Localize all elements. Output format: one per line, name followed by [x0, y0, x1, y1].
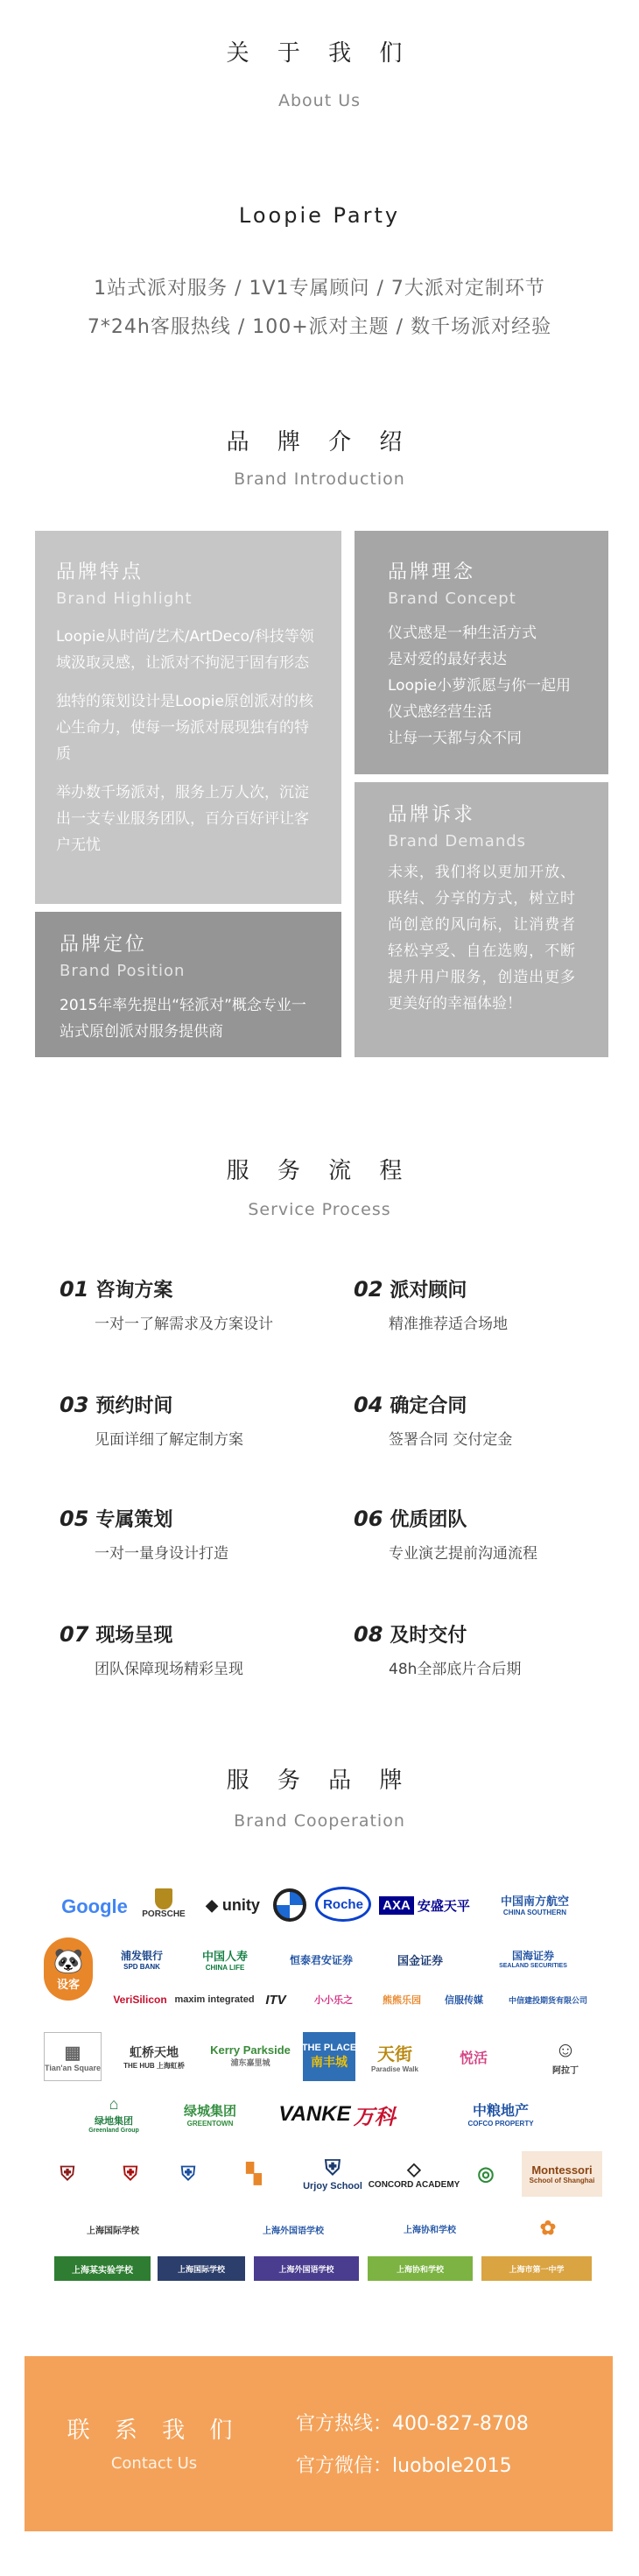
- guojin-securities-logo: 国金证券: [397, 1953, 443, 1967]
- brand-demands-text: 未来，我们将以更加开放、联结、分享的方式，树立时尚创意的风向标，让消费者轻松享受、自在选购，不断提升用户服务，创造出更多更美好的幸福体验！: [388, 864, 575, 1013]
- greenland-cn: 绿地集团: [95, 2116, 133, 2127]
- tian-an-square-logo: [44, 2032, 102, 2081]
- unity-wordmark: unity: [221, 1895, 260, 1914]
- cofco-logo: [446, 2095, 555, 2132]
- spdb-en: SPD BANK: [123, 1963, 160, 1971]
- axa-cn-wordmark: 安盛天平: [417, 1898, 470, 1914]
- the-place-en: THE PLACE: [301, 2043, 357, 2053]
- brand-concept-line-2: 是对爱的最好表达: [388, 651, 507, 668]
- china-life-en: CHINA LIFE: [205, 1964, 245, 1972]
- service-step-01: [60, 1275, 273, 1333]
- vanke-logo: [271, 2099, 403, 2130]
- kerry-en: Kerry Parkside: [210, 2043, 291, 2057]
- step-title: 优质团队: [390, 1509, 467, 1531]
- step-number: 06: [354, 1507, 383, 1531]
- step-description: 团队保障现场精彩呈现: [95, 1661, 243, 1678]
- urjoy-name: Urjoy School: [303, 2181, 362, 2191]
- gold-banner-logo: 上海市第一中学: [481, 2256, 592, 2281]
- spdb-logo: [105, 1946, 179, 1973]
- brand-demands-card: [355, 782, 608, 1057]
- service-step-02: [354, 1275, 508, 1333]
- maxim-logo: maxim integrated: [174, 1994, 255, 2005]
- brand-concept-subtitle: Brand Concept: [388, 589, 516, 608]
- kerry-parkside-logo: [207, 2036, 294, 2076]
- school-crest-icon-1: ⛨: [60, 2163, 75, 2184]
- cofco-en: COFCO PROPERTY: [467, 2120, 534, 2128]
- brand-concept-card: [355, 531, 608, 774]
- google-logo: Google: [61, 1895, 128, 1917]
- brand-position-card: [35, 912, 341, 1057]
- brand-highlight-text-3: 举办数千场派对，服务上万人次，沉淀出一支专业服务团队，百分百好评让客户无忧: [56, 784, 309, 854]
- hotline-row: [296, 2409, 529, 2436]
- brand-concept-title: 品牌理念: [388, 561, 476, 583]
- step-title: 确定合同: [390, 1395, 467, 1417]
- service-step-06: [354, 1505, 537, 1563]
- axa-logo: [378, 1890, 471, 1920]
- china-southern-logo: [478, 1887, 592, 1922]
- panda-brand-logo: [44, 1937, 93, 2001]
- logo-wall: [35, 1874, 604, 2286]
- axa-mark: AXA: [379, 1896, 414, 1915]
- lime-banner-logo: 上海协和学校: [368, 2256, 473, 2281]
- step-description: 专业演艺提前沟通流程: [389, 1545, 537, 1563]
- brands-subtitle: Brand Cooperation: [234, 1811, 405, 1831]
- orange-brand-logo: 熊熊乐园: [383, 1995, 421, 2006]
- brand-position-subtitle: Brand Position: [60, 962, 186, 980]
- step-description: 一对一量身设计打造: [95, 1545, 228, 1563]
- roche-logo: Roche: [315, 1887, 371, 1922]
- greenland-en: Greenland Group: [88, 2128, 139, 2134]
- concord-name: CONCORD ACADEMY: [368, 2180, 460, 2190]
- montessori-name: Montessori: [531, 2163, 593, 2177]
- brand-highlight-text-1: Loopie从时尚/艺术/ArtDeco/科技等领域汲取灵感，让派对不拘泥于固有形态: [56, 628, 314, 672]
- brand-intro-title: 品 牌 介 绍: [226, 429, 413, 455]
- service-step-07: [60, 1620, 243, 1678]
- hengda-securities-logo: 恒泰君安证券: [289, 1953, 353, 1966]
- greenland-logo: [77, 2093, 151, 2135]
- china-southern-cn: 中国南方航空: [500, 1895, 569, 1908]
- aladdin-logo: [539, 2032, 592, 2081]
- brand-position-title: 品牌定位: [60, 934, 148, 956]
- pink-brand-logo: 小小乐之: [314, 1995, 353, 2006]
- wechat-label: 官方微信：: [296, 2455, 393, 2477]
- greentown-en: GREENTOWN: [186, 2120, 234, 2128]
- hongqiao-en: THE HUB 上海虹桥: [123, 2061, 185, 2070]
- contact-subtitle: Contact Us: [110, 2454, 198, 2473]
- step-description: 见面详细了解定制方案: [95, 1431, 243, 1449]
- step-description: 精准推荐适合场地: [389, 1316, 508, 1333]
- urjoy-school-logo: [298, 2148, 368, 2200]
- wechat-id[interactable]: luobole2015: [392, 2455, 512, 2477]
- china-southern-en: CHINA SOUTHERN: [502, 1909, 567, 1916]
- porsche-logo: [133, 1883, 194, 1923]
- concord-academy-logo: [368, 2148, 460, 2200]
- intl-school-logo-2: 上海外国语学校: [263, 2226, 324, 2236]
- contact-title: 联 系 我 们: [67, 2417, 242, 2444]
- step-number: 02: [354, 1277, 383, 1302]
- greentown-logo: [159, 2099, 261, 2130]
- porsche-wordmark: PORSCHE: [142, 1909, 186, 1919]
- spdb-cn: 浦发银行: [120, 1950, 163, 1962]
- verisilicon-logo: VeriSilicon: [113, 1994, 167, 2006]
- colorful-school-icon: ✿: [539, 2217, 557, 2239]
- step-title: 咨询方案: [95, 1280, 173, 1302]
- intl-school-logo-1: 上海国际学校: [87, 2226, 139, 2236]
- bmw-logo: [273, 1888, 306, 1922]
- montessori-logo: [522, 2151, 602, 2197]
- purple-banner-logo: 上海外国语学校: [254, 2256, 359, 2281]
- brand-concept-line-4: 让每一天都与众不同: [388, 730, 522, 747]
- step-title: 现场呈现: [95, 1625, 173, 1647]
- step-number: 07: [60, 1622, 89, 1647]
- hongqiao-cn: 虹桥天地: [130, 2044, 179, 2059]
- brand-demands-subtitle: Brand Demands: [388, 832, 527, 850]
- the-place-logo: [303, 2032, 355, 2081]
- step-number: 08: [354, 1622, 383, 1647]
- brand-highlight-subtitle: Brand Highlight: [56, 589, 193, 608]
- aiyin-logo: 悦活: [459, 2050, 488, 2066]
- building-icon: ▦: [64, 2043, 81, 2063]
- service-step-08: [354, 1620, 521, 1678]
- step-title: 预约时间: [95, 1395, 173, 1417]
- school-crest-icon-2: ⛨: [123, 2163, 138, 2184]
- step-description: 一对一了解需求及方案设计: [95, 1316, 273, 1333]
- service-step-04: [354, 1391, 512, 1449]
- vanke-cn: 万科: [353, 2105, 396, 2129]
- panda-icon: 🐼: [53, 1947, 84, 1974]
- cofco-cn: 中粮地产: [472, 2104, 529, 2119]
- tianjie-en: Paradise Walk: [371, 2065, 418, 2073]
- step-title: 派对顾问: [390, 1280, 467, 1302]
- greenland-icon: ⌂: [109, 2095, 119, 2113]
- step-description: 签署合同 交付定金: [389, 1431, 513, 1449]
- brands-title: 服 务 品 牌: [226, 1768, 413, 1794]
- aladdin-name: 阿拉丁: [552, 2065, 579, 2076]
- tian-an-name: Tian'an Square: [45, 2063, 101, 2072]
- contact-footer: [25, 2356, 613, 2531]
- step-title: 专属策划: [95, 1509, 173, 1531]
- about-subtitle: About Us: [277, 91, 362, 110]
- blue-brand-logo-2: 中信建投期货有限公司: [508, 1995, 587, 2005]
- brand-intro-subtitle: Brand Introduction: [234, 469, 405, 489]
- hotline-label: 官方热线：: [296, 2413, 393, 2435]
- about-title: 关 于 我 们: [226, 40, 413, 67]
- wechat-row: [296, 2451, 512, 2478]
- the-place-cn: 南丰城: [311, 2055, 348, 2069]
- service-title: 服 务 流 程: [226, 1158, 413, 1184]
- step-number: 04: [354, 1393, 383, 1417]
- brand-highlight-text-2: 独特的策划设计是Loopie原创派对的核心生命力，使每一场派对展现独有的特质: [56, 693, 313, 763]
- step-description: 48h全部底片合后期: [389, 1661, 522, 1678]
- hongqiao-tiandi-logo: [110, 2037, 198, 2076]
- tianjie-logo: [364, 2036, 425, 2078]
- party-line-2: 7*24h客服热线 / 100+派对主题 / 数千场派对经验: [87, 316, 552, 338]
- brand-concept-line-1: 仪式感是一种生活方式: [388, 625, 537, 642]
- china-life-logo: [186, 1946, 264, 1973]
- brand-concept-line-3: Loopie小萝派愿与你一起用仪式感经营生活: [388, 677, 571, 721]
- service-subtitle: Service Process: [248, 1200, 391, 1219]
- school-crest-icon-3: ⛨: [180, 2163, 196, 2184]
- blue-brand-logo-1: 信服传媒: [445, 1995, 483, 2006]
- aladdin-character-icon: ☺: [554, 2037, 577, 2062]
- service-step-05: [60, 1505, 228, 1563]
- brand-demands-title: 品牌诉求: [388, 804, 476, 826]
- service-step-03: [60, 1391, 243, 1449]
- step-number: 05: [60, 1507, 89, 1531]
- tianjie-cn: 天街: [377, 2045, 412, 2064]
- unity-logo: ◆ unity: [206, 1895, 260, 1914]
- brand-highlight-card: [35, 531, 341, 904]
- green-banner-logo: 上海某实验学校: [54, 2256, 151, 2281]
- brand-highlight-title: 品牌特点: [56, 561, 144, 583]
- guohai-en: SEALAND SECURITIES: [499, 1963, 567, 1969]
- blocks-school-icon: ▚: [246, 2163, 262, 2184]
- party-line-1: 1站式派对服务 / 1V1专属顾问 / 7大派对定制环节: [94, 278, 545, 300]
- green-school-seal-icon: ◎: [477, 2163, 495, 2184]
- kerry-cn: 浦东嘉里城: [230, 2058, 270, 2067]
- greentown-cn: 绿城集团: [183, 2104, 236, 2119]
- itv-logo: ITV: [265, 1992, 286, 2008]
- china-life-cn: 中国人寿: [201, 1950, 248, 1963]
- hotline-number[interactable]: 400-827-8708: [392, 2413, 529, 2435]
- porsche-crest-icon: [155, 1888, 172, 1909]
- montessori-sub: School of Shanghai: [529, 2177, 595, 2184]
- guohai-securities-logo: [473, 1944, 593, 1973]
- brand-position-text: 2015年率先提出“轻派对”概念专业一站式原创派对服务提供商: [60, 997, 306, 1041]
- step-number: 03: [60, 1393, 89, 1417]
- vanke-en: VANKE: [278, 2102, 351, 2126]
- panda-brand-name: 设客: [56, 1978, 80, 1991]
- navy-banner-logo: 上海国际学校: [158, 2256, 245, 2281]
- step-number: 01: [60, 1277, 89, 1302]
- party-title: Loopie Party: [238, 203, 401, 228]
- guohai-cn: 国海证券: [511, 1950, 554, 1962]
- intl-school-logo-3: 上海协和学校: [404, 2225, 456, 2235]
- concord-kite-icon: ◇: [407, 2160, 421, 2179]
- step-title: 及时交付: [390, 1625, 467, 1647]
- urjoy-crest-icon: ⛨: [325, 2156, 341, 2180]
